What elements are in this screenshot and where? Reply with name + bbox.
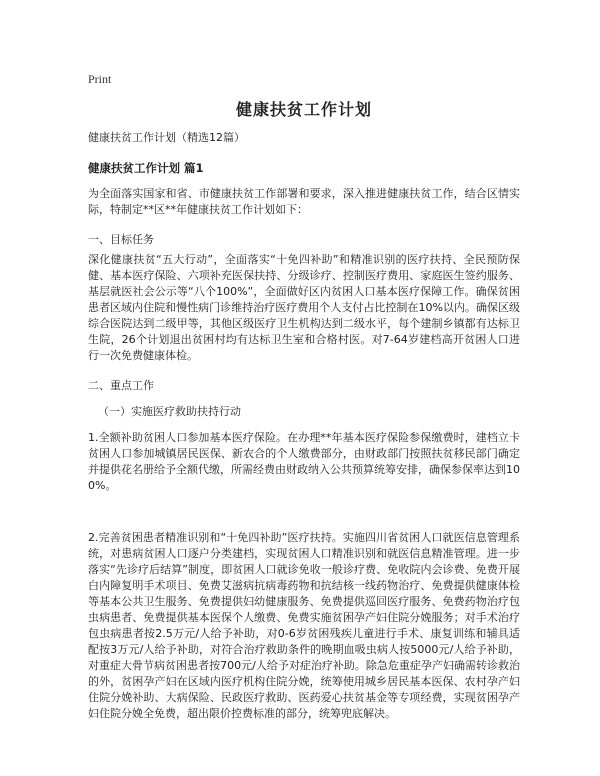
item1-paragraph: 1.全额补助贫困人口参加基本医疗保险。在办理**年基本医疗保险参保缴费时，建档立卡贫困人口参加城镇居民医保、新农合的个人缴费部分，由财政部门按照扶贫移民部门确定并提供花名册给予全额代缴，所需经费由财政纳入公共预算统筹安排，确保参保率达到100%。 [88, 431, 520, 492]
intro-paragraph: 为全面落实国家和省、市健康扶贫工作部署和要求，深入推进健康扶贫工作，结合区情实际，特制定**区**年健康扶贫工作计划如下： [88, 187, 520, 216]
item2-paragraph: 2.完善贫困患者精准识别和“十免四补助”医疗扶持。实施四川省贫困人口就医信息管理系统，对患病贫困人口逐户分类建档，实现贫困人口精准识别和就医信息精准管理。进一步落实“先诊疗后结算”制度，即贫困人口就诊免收一般诊疗费、免收院内会诊费、免费开展白内障复明手术项目、免费艾滋病抗病毒药物和抗结核一线药物治疗、免费提供健康体检等基本公共卫生服务、免费提供妇幼健康服务、免费提供巡回医疗服务、免费药物治疗包虫病患者、免费提供基本医保个人缴费、免费实施贫困孕产妇住院分娩服务；对手术治疗包虫病患者按2.5万元/人给予补助，对0-6岁贫困残疾儿童进行手术、康复训练和辅具适配按3万元/人给予补助，对符合治疗救助条件的晚期血吸虫病人按5000元/人给予补助，对重症大骨节病贫困患者按700元/人给予对症治疗补助。除急危重症孕产妇确需转诊救治的外，贫困孕产妇在区域内医疗机构住院分娩，统筹使用城乡居民基本医保、农村孕产妇住院分娩补助、大病保险、民政医疗救助、医药爱心扶贫基金等专项经费，实现贫困孕产妇住院分娩全免费，超出限价控费标准的部分，统筹兜底解决。 [88, 531, 520, 720]
subsection1-title: （一）实施医疗救助扶持行动 [98, 405, 241, 418]
document-title: 健康扶贫工作计划 [235, 100, 372, 119]
section2-title: 二、重点工作 [88, 379, 154, 392]
section1-title: 一、目标任务 [88, 233, 154, 246]
section-heading: 健康扶贫工作计划 篇1 [88, 161, 204, 175]
document-subtitle: 健康扶贫工作计划（精选12篇） [88, 131, 245, 144]
section1-paragraph: 深化健康扶贫“五大行动”，全面落实“十免四补助”和精准识别的医疗扶持、全民预防保健、基本医疗保险、六项补充医保扶持、分级诊疗、控制医疗费用、家庭医生签约服务、基层就医社会公示等“八个100%”，全面做好区内贫困人口基本医疗保障工作。确保贫困患者区域内住院和慢性病门诊维持治疗医疗费用个人支付占比控制在10%以内。确保区级综合医院达到二级甲等，其他区级医疗卫生机构达到二级水平，每个建制乡镇都有达标卫生院，26个计划退出贫困村均有达标卫生室和合格村医。对7-64岁建档高开贫困人口进行一次免费健康体检。 [88, 253, 520, 362]
print-label[interactable]: Print [88, 72, 112, 86]
